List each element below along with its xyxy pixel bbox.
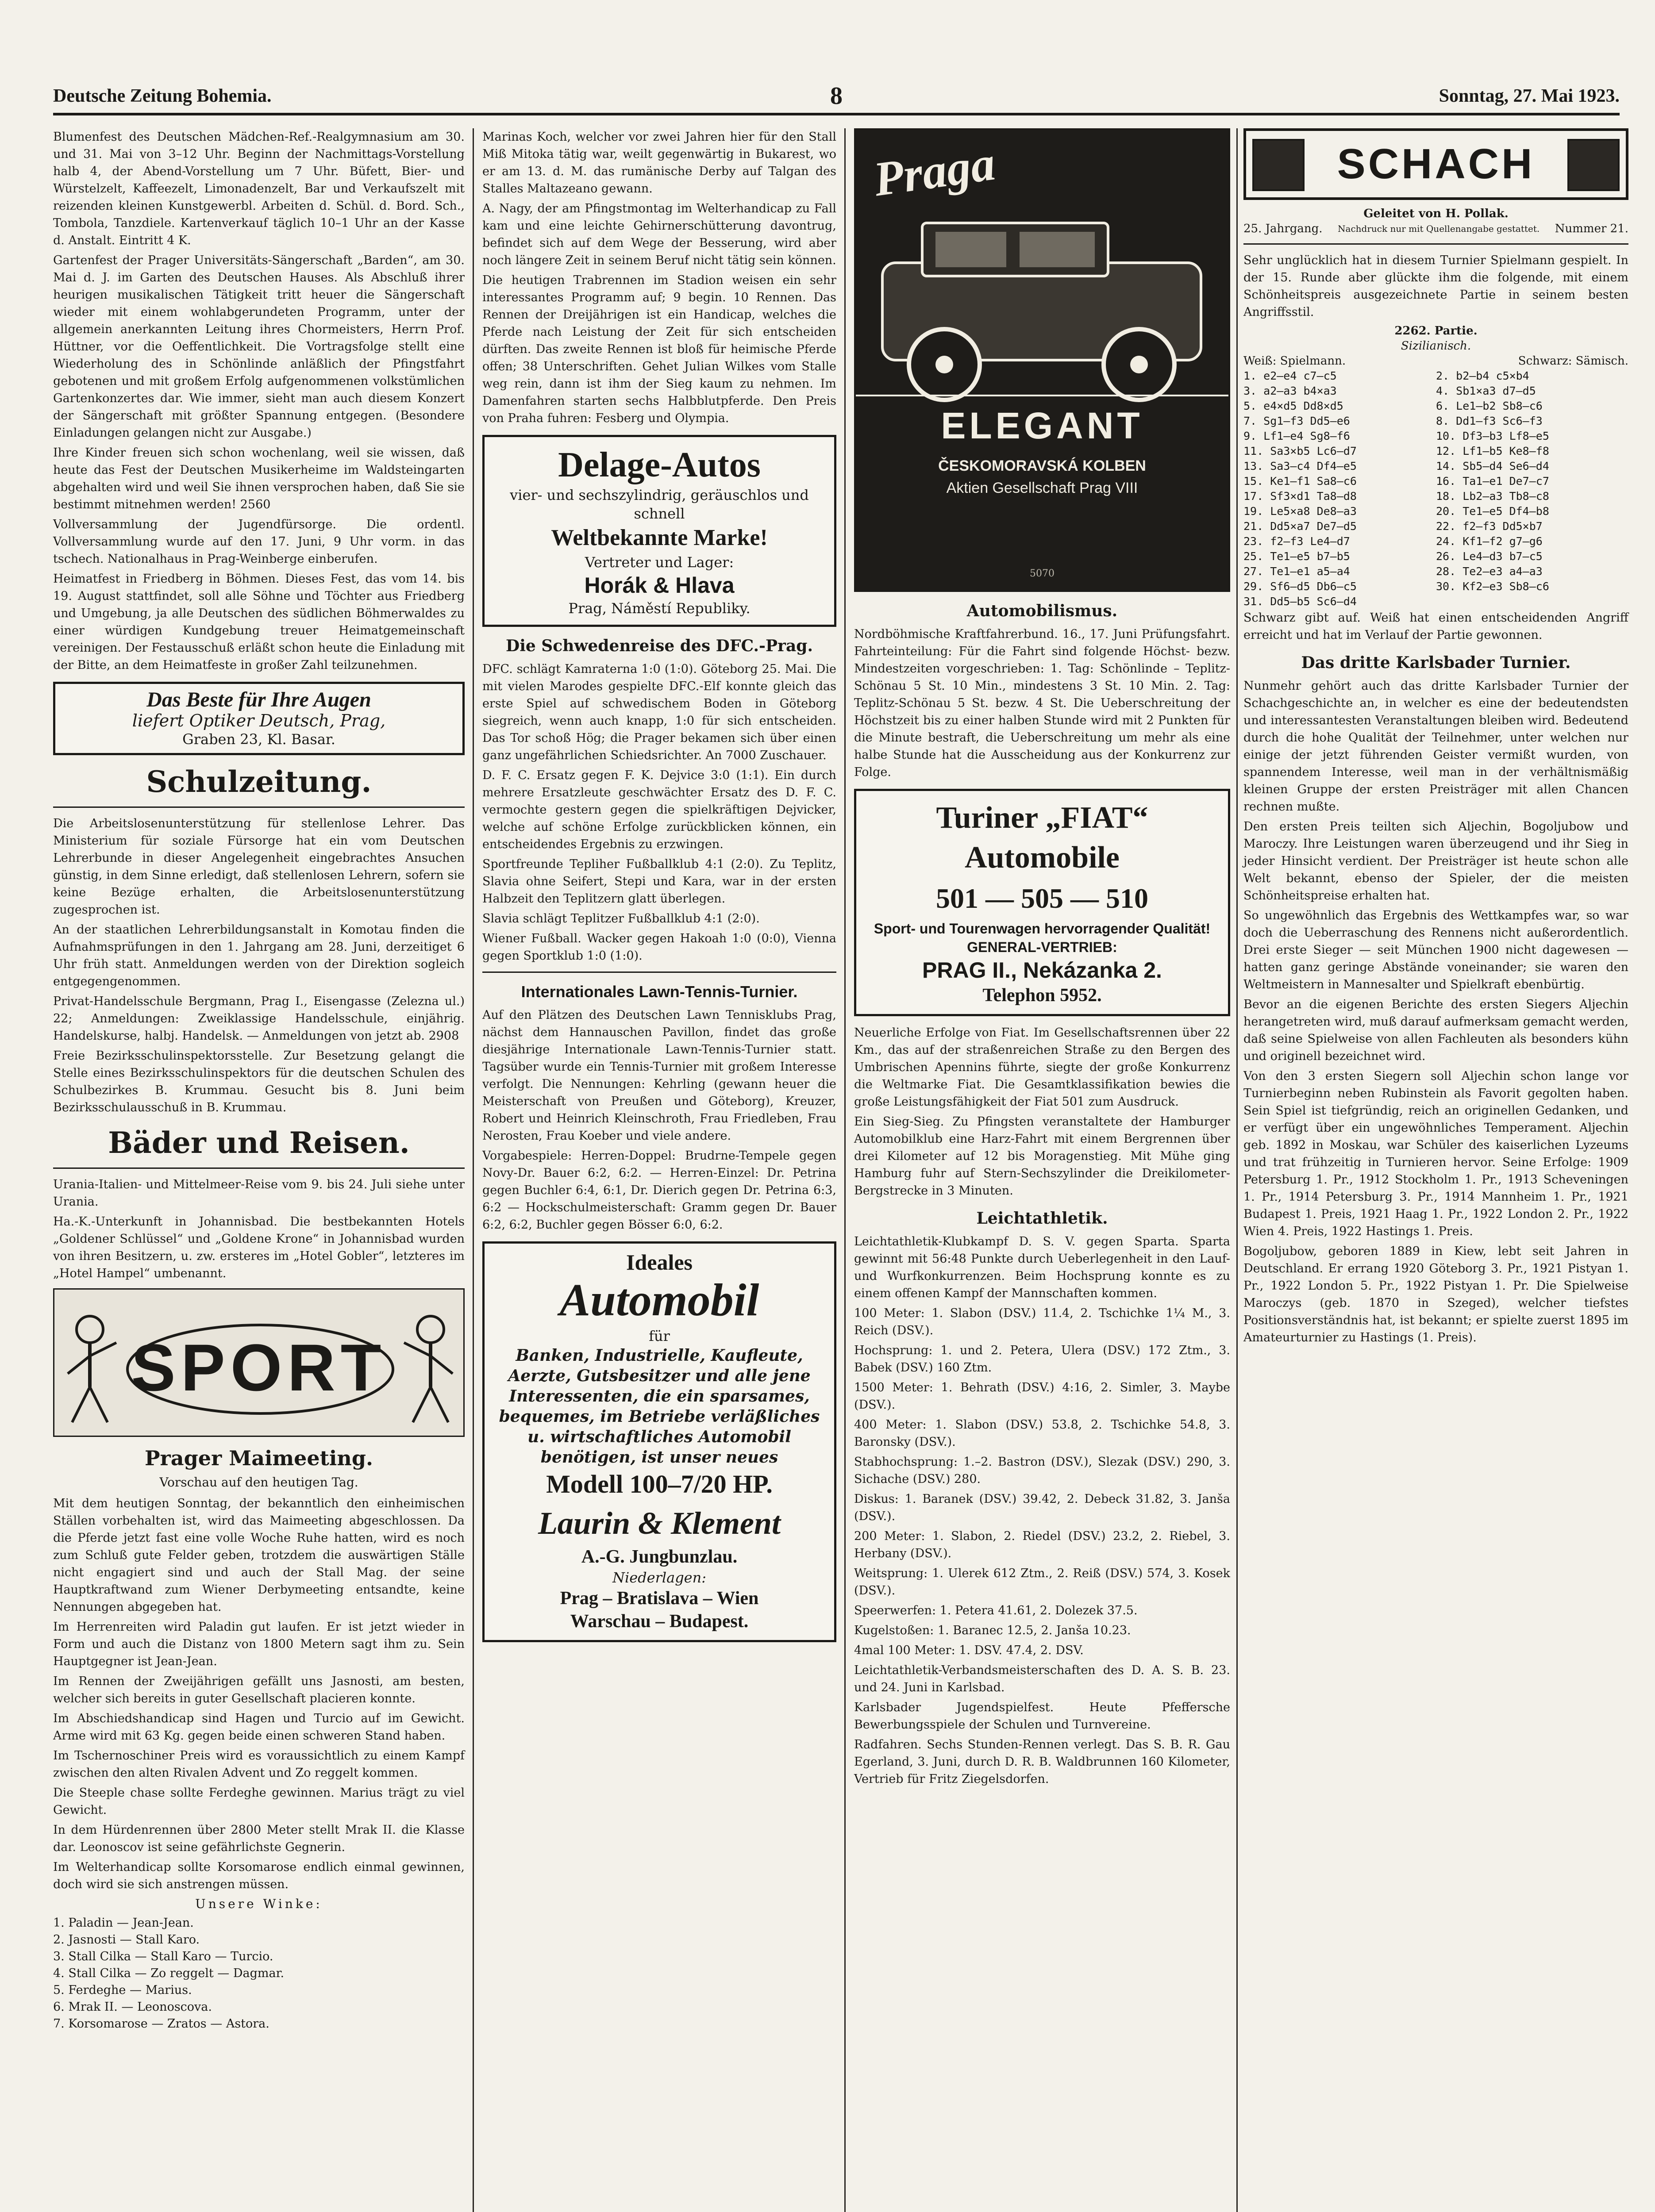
- divider: [482, 972, 836, 973]
- ad-optiker: [53, 682, 465, 755]
- article-schweden-4: Slavia schlägt Teplitzer Fußballklub 4:1 (2:0).: [482, 912, 760, 926]
- sport-word: SPORT: [131, 1330, 387, 1405]
- praga-company: ČESKOMORAVSKÁ KOLBEN: [938, 457, 1146, 474]
- ad-optiker-line2: liefert Optiker Deutsch, Prag,: [132, 711, 386, 730]
- chess-move: 30. Kf2—e3 Sb8—c6: [1436, 580, 1549, 593]
- chess-move: 5. e4×d5 Dd8×d5: [1243, 399, 1343, 412]
- chess-move: 18. Lb2—a3 Tb8—c8: [1436, 490, 1549, 503]
- article-karlsbad-4: Bevor an die eigenen Berichte des ersten Siegers Aljechin herangetreten wird, muß darauf aufmerksam gemacht werden, daß seine Spielweise von allen Fachleuten als besonders kühn und originell bezeichnet wird.: [1243, 998, 1628, 1063]
- chess-move: 7. Sg1—f3 Dd5—e6: [1243, 415, 1350, 427]
- column-1: [53, 128, 465, 2032]
- article-mai-2: Im Herrenreiten wird Paladin gut laufen. Er ist jetzt wieder in Form und auch die Distanz von 1800 Metern sagt ihm zu. Sein Hauptgegner ist Jean-Jean.: [53, 1620, 465, 1668]
- article-karlsbad-2: Den ersten Preis teilten sich Aljechin, Bogoljubow und Maroczy. Ihre Leistungen waren überzeugend und ihr Sieg in jeder Hinsicht verdient. Der Preisträger ist heute schon alle Welt bekannt, ebenso der Spieler, der die meisten Schönheitspreise erhalten hat.: [1243, 820, 1628, 902]
- ad-ideales-line1: Ideales: [626, 1250, 693, 1275]
- schach-title: SCHACH: [1337, 140, 1535, 188]
- article-schweden-3: Sportfreunde Tepliher Fußballklub 4:1 (2:0). Zu Teplitz, Slavia ohne Seifert, Stepi und Kara, war in der ersten Halbzeit den Teplitzern glatt überlegen.: [482, 857, 836, 906]
- tips-list: [53, 1915, 465, 2032]
- list-item: 6. Mrak II. — Leonoscova.: [53, 2000, 212, 2014]
- ad-ideales-line3: für: [649, 1328, 670, 1344]
- ad-delage-line2: Weltbekannte Marke!: [551, 525, 768, 550]
- divider: [53, 806, 465, 808]
- article-leicht-2: 100 Meter: 1. Slabon (DSV.) 11.4, 2. Tschichke 1¼ M., 3. Reich (DSV.).: [854, 1306, 1230, 1337]
- column-divider: [1236, 128, 1238, 2212]
- chess-move: 4. Sb1×a3 d7—d5: [1436, 384, 1536, 397]
- maimeeting-subtitle: Vorschau auf den heutigen Tag.: [159, 1475, 358, 1490]
- chess-move: 17. Sf3×d1 Ta8—d8: [1243, 490, 1357, 503]
- chess-move: 2. b2—b4 c5×b4: [1436, 369, 1529, 382]
- ad-delage-line4: Horák & Hlava: [584, 573, 735, 598]
- ad-delage-line3: Vertreter und Lager:: [585, 554, 734, 571]
- tips-title: Unsere Winke:: [195, 1897, 323, 1911]
- article-karlsbad-3: So ungewöhnlich das Ergebnis des Wettkampfes war, so war doch die Ueberraschung des Rennens nicht außerordentlich. Drei erste Sieger — seit München 1900 nicht dagewesen — hatten ganz geringe Abstände voneinander; sie waren den Weltmeistern in Mannesalter und Spielkraft ebenbürtig.: [1243, 909, 1628, 991]
- article-trabrennen: Die heutigen Trabrennen im Stadion weisen ein sehr interessantes Programm auf; 9 begin. 10 Rennen. Das Rennen der Dreijährigen ist ein Handicap, welches die Pferde nach Leistung der Zeit für sich entscheiden dürften. Das zweite Rennen ist bloß für heimische Pferde offen; 38 Unterschriften. Gehet Julian Wilkes vom Stalle weg rein, dann ist ihm der Sieg kaum zu nehmen. Im Damenfahren starten sechs Halbblutpferde. Den Preis von Praha fuhren: Fesberg und Olympia.: [482, 273, 836, 425]
- chess-move: 13. Sa3—c4 Df4—e5: [1243, 460, 1357, 472]
- article-tennis-1: Auf den Plätzen des Deutschen Lawn Tennisklubs Prag, nächst dem Hannauschen Pavillon, findet das große diesjährige Internationale Lawn-Tennis-Turnier statt. Tagsüber wurde ein Tennis-Turnier mit großem Interesse verfolgt. Die Nennungen: Kehrling (gewann heuer die Meisterschaft von Preußen und Göteborg), Kreuzer, Robert und Heinrich Kleinschroth, Frau Friedleben, Frau Nerosten, Frau Koeber und viele andere.: [482, 1008, 836, 1143]
- chess-move: 12. Lf1—b5 Ke8—f8: [1436, 445, 1549, 457]
- article-leicht-3: Hochsprung: 1. und 2. Petera, Ulera (DSV.) 172 Ztm., 3. Babek (DSV.) 160 Ztm.: [854, 1344, 1230, 1375]
- article-leicht-13: Leichtathletik-Verbandsmeisterschaften des D. A. S. B. 23. und 24. Juni in Karlsbad.: [854, 1663, 1230, 1694]
- schach-moves: [1243, 369, 1628, 609]
- list-item: 7. Korsomarose — Zratos — Astora.: [53, 2017, 269, 2031]
- article-mai-4: Im Abschiedshandicap sind Hagen und Turcio auf im Gewicht. Arme wird mit 63 Kg. gegen beide einen schweren Stand haben.: [53, 1712, 465, 1743]
- praga-company-line2: Aktien Gesellschaft Prag VIII: [946, 480, 1138, 496]
- article-mai-8: Im Welterhandicap sollte Korsomarose endlich einmal gewinnen, doch wird sie sich anstrengen müssen.: [53, 1860, 465, 1891]
- list-item: 5. Ferdeghe — Marius.: [53, 1983, 192, 1997]
- sport-illustration: [53, 1288, 465, 1437]
- article-nagy: A. Nagy, der am Pfingstmontag im Welterhandicap zu Fall kam und eine leichte Gehirnerschütterung davontrug, befindet sich auf dem Wege der Besserung, wird aber noch längere Zeit in seinem Beruf nicht tätig sein können.: [482, 202, 836, 267]
- chess-move: 22. f2—f3 Dd5×b7: [1436, 520, 1543, 533]
- chess-move: 19. Le5×a8 De8—a3: [1243, 505, 1357, 518]
- chess-move: 8. Dd1—f3 Sc6—f3: [1436, 415, 1543, 427]
- chess-move: 9. Lf1—e4 Sg8—f6: [1243, 430, 1350, 442]
- chess-move: 15. Ke1—f1 Sa8—c6: [1243, 475, 1357, 488]
- ad-delage-line5: Prag, Náměstí Republiky.: [568, 600, 751, 617]
- article-leicht-5: 400 Meter: 1. Slabon (DSV.) 53.8, 2. Tschichke 54.8, 3. Baronsky (DSV.).: [854, 1418, 1230, 1449]
- article-mai-1: Mit dem heutigen Sonntag, der bekanntlich den einheimischen Ställen vorbehalten ist, wird das Maimeeting abgeschlossen. Da die Pferde jetzt fast eine volle Woche Ruhe hatten, wird es noch zum Schluß gute Felder geben, trotzdem die auswärtigen Ställe nicht engagiert sind und auch der Stall Mag. der seine Hauptkraftwand zum Wiener Derbymeeting entsandte, keine Nennungen abgegeben hat.: [53, 1497, 465, 1614]
- ad-fiat-address: PRAG II., Nekázanka 2.: [922, 958, 1162, 983]
- ad-ideales-cities1: Prag – Bratislava – Wien: [560, 1588, 759, 1609]
- section-title-schulzeitung: Schulzeitung.: [146, 764, 372, 799]
- ad-ideales-line4: Banken, Industrielle, Kaufleute, Aerzte, Gutsbesitzer und alle jene Interessenten, die ein sparsames, bequemes, im Betriebe verläßliches u. wirtschaftliches Automobil benötigen, ist unser neues: [499, 1346, 820, 1467]
- article-fiat-1: Neuerliche Erfolge von Fiat. Im Gesellschaftsrennen über 22 Km., das auf der straßenreichen Straße zu den Bergen des Umbrischen Apennins führte, siegte der große Konkurrenz die Weltmarke Fiat. Die Gesamtklassifikation bewies die große Leistungsfähigkeit der Fiat 501 zum Ausdruck.: [854, 1026, 1230, 1109]
- article-heimatfest: Heimatfest in Friedberg in Böhmen. Dieses Fest, das vom 14. bis 19. August stattfindet, soll alle Söhne und Töchter aus Friedberg und Umgebung, ja alle Deutschen des südlichen Böhmerwaldes zu einer würdigen Kundgebung treuer Heimatgemeinschaft vereinigen. Der Festausschuß erläßt schon heute die Einladung mit der Bitte, an dem Heimatfeste in großer Zahl teilzunehmen.: [53, 572, 465, 672]
- chess-move: 20. Te1—e5 Df4—b8: [1436, 505, 1549, 518]
- article-leicht-11: Kugelstoßen: 1. Baranec 12.5, 2. Janša 10.23.: [854, 1624, 1131, 1637]
- chess-move: 29. Sf6—d5 Db6—c5: [1243, 580, 1357, 593]
- masthead-paper-name: Deutsche Zeitung Bohemia.: [53, 86, 272, 106]
- article-koch: Marinas Koch, welcher vor zwei Jahren hier für den Stall Miß Mitoka tätig war, weilt gegenwärtig in Bukarest, wo er am 13. d. M. das rumänische Derby auf Talgan des Stalles Maltazeano gewann.: [482, 130, 836, 196]
- schach-white: Weiß: Spielmann.: [1243, 354, 1346, 368]
- column-divider: [473, 128, 474, 2212]
- ad-ideales-niederlagen: Niederlagen:: [612, 1569, 706, 1586]
- article-blumenfest: Blumenfest des Deutschen Mädchen-Ref.-Realgymnasium am 30. und 31. Mai von 3–12 Uhr. Beginn der Nachmittags-Vorstellung halb 4, der Abend-Vorstellung um 7 Uhr. Büfett, Bier- und Würstelzelt, Kaffeezelt, Limonadenzelt, Bar und Verkaufszelt mit reizenden kleinen Kunstgewerbl. Arbeiten d. Schül. d. Bord. Sch., Tombola, Tanzdiele. Kartenverkauf täglich 10–1 Uhr an der Kasse d. Anstalt. Eintritt 4 K.: [53, 130, 465, 247]
- chess-move: 16. Ta1—e1 De7—c7: [1436, 475, 1549, 488]
- schach-note: Nachdruck nur mit Quellenangabe gestattet.: [1338, 223, 1540, 234]
- ad-fiat-line2: GENERAL-VERTRIEB:: [967, 939, 1117, 955]
- ad-fiat-models: 501 — 505 — 510: [936, 883, 1148, 914]
- article-leicht-12: 4mal 100 Meter: 1. DSV. 47.4, 2. DSV.: [854, 1644, 1084, 1657]
- article-baeder-2: Ha.-K.-Unterkunft in Johannisbad. Die bestbekannten Hotels „Goldener Schlüssel“ und „Goldene Krone“ in Johannisbad wurden von ihren Besitzern, u. zw. ersteres im „Hotel Gobler“, letzteres im „Hotel Hampel“ umbenannt.: [53, 1215, 465, 1280]
- chess-knight-icon: [1567, 139, 1620, 191]
- schach-black: Schwarz: Sämisch.: [1518, 354, 1628, 368]
- article-leicht-10: Speerwerfen: 1. Petera 41.61, 2. Dolezek 37.5.: [854, 1604, 1138, 1617]
- ad-fiat-line1: Sport- und Tourenwagen hervorragender Qualität!: [874, 921, 1211, 937]
- article-automobil-1: Nordböhmische Kraftfahrerbund. 16., 17. Juni Prüfungsfahrt. Fahrteinteilung: Für die Fahrt sind folgende Höchst- bezw. Mindestzeiten vorgeschrieben: 1. Tag: Schönlinde – Teplitz-Schönau 5 St. 10 Min., mindestens 3 St. 10 Min. 2. Tag: Teplitz-Schönau 5 St. bezw. 4 St. Die Ueberschreitung der Höchstzeit bis zu einer halben Stunde wird mit 2 Punkten für die Minute bestraft, die Ueberschreitung um mehr als eine halbe Stunde hat die Ausscheidung aus der Konkurrenz zur Folge.: [854, 627, 1230, 779]
- column-divider: [844, 128, 846, 2212]
- article-tennis-2: Vorgabespiele: Herren-Doppel: Brudrne-Tempele gegen Novy-Dr. Bauer 6:2, 6:2. — Herren-Einzel: Dr. Petrina gegen Buchler 6:4, 6:1, Dr. Dierich gegen Dr. Petrina 6:3, 6:2 — Hockschulmeisterschaft: Gramm gegen Dr. Bauer 6:2, 6:2, Buchler gegen Bösser 6:0, 6:2.: [482, 1149, 836, 1232]
- ad-fiat-title: Turiner „FIAT“ Automobile: [936, 801, 1148, 875]
- article-karlsbad-1: Nunmehr gehört auch das dritte Karlsbader Turnier der Schachgeschichte an, in welcher es eine der bedeutendsten und interessantesten Veranstaltungen bleiben wird. Bedeutend durch die hohe Qualität der Teilnehmer, unter welchen nur einige der jetzt führenden Geister vermißt wurden, von spannendem Interesse, weil man in der verhältnismäßig kleinen Gruppe der ersten Preisträger mit allen Chancen rechnen mußte.: [1243, 679, 1628, 814]
- schach-number: Nummer 21.: [1555, 222, 1628, 235]
- article-leicht-14: Karlsbader Jugendspielfest. Heute Pfeffersche Bewerbungsspiele der Schulen und Turnvereine.: [854, 1701, 1230, 1732]
- chess-move: 26. Le4—d3 b7—c5: [1436, 550, 1543, 563]
- article-mai-5: Im Tschernoschiner Preis wird es voraussichtlich zu einem Kampf zwischen den alten Rivalen Advent und Zo reggelt kommen.: [53, 1749, 465, 1780]
- ad-optiker-line3: Graben 23, Kl. Basar.: [182, 731, 335, 748]
- article-schule-3: Privat-Handelsschule Bergmann, Prag I., Eisengasse (Zeleznа ul.) 22; Anmeldungen: Zweiklassige Handelsschule, einjährig. Handelskurse, halbj. Handelsk. — Anmeldungen von jetzt ab. 2908: [53, 995, 465, 1043]
- schach-opening: Sizilianisch.: [1401, 339, 1471, 353]
- chess-move: 25. Te1—e5 b7—b5: [1243, 550, 1350, 563]
- masthead: [53, 82, 1620, 115]
- masthead-date: Sonntag, 27. Mai 1923.: [1439, 86, 1620, 106]
- schach-outro: Schwarz gibt auf. Weiß hat einen entscheidenden Angriff erreicht und hat im Verlauf der Partie gewonnen.: [1243, 611, 1628, 642]
- article-schweden-5: Wiener Fußball. Wacker gegen Hakoah 1:0 (0:0), Vienna gegen Sportklub 1:0 (1:0).: [482, 932, 836, 963]
- schach-year: 25. Jahrgang.: [1243, 222, 1323, 235]
- list-item: 3. Stall Cilka — Stall Karo — Turcio.: [53, 1950, 273, 1963]
- ad-fiat: [854, 789, 1230, 1016]
- chess-move: 10. Df3—b3 Lf8—e5: [1436, 430, 1549, 442]
- page-number: 8: [830, 82, 843, 110]
- article-kinder: Ihre Kinder freuen sich schon wochenlang, weil sie wissen, daß heute das Fest der Deutschen Musikerheime im Waldsteingarten abgehalten wird und weil Sie ihnen versprochen haben, daß Sie sie bestimmt mitnehmen werden! 2560: [53, 446, 465, 511]
- article-schule-4: Freie Bezirksschulinspektorsstelle. Zur Besetzung gelangt die Stelle eines Bezirksschulinspektors für die deutschen Schulen des Schulbezirkes B. Krummau. Gesucht bis 8. Juni beim Bezirksschulausschuß in B. Krummau.: [53, 1049, 465, 1114]
- article-mai-7: In dem Hürdenrennen über 2800 Meter stellt Mrak II. die Klasse dar. Leonoscov ist seine gefährlichste Gegnerin.: [53, 1823, 465, 1854]
- section-title-tennis: Internationales Lawn-Tennis-Turnier.: [521, 983, 798, 1001]
- schach-editor: Geleitet von H. Pollak.: [1363, 207, 1509, 220]
- chess-move: 27. Te1—e1 a5—a4: [1243, 565, 1350, 578]
- section-title-schweden: Die Schwedenreise des DFC.-Prag.: [505, 637, 813, 655]
- schach-players: [1243, 353, 1628, 369]
- article-baeder-1: Urania-Italien- und Mittelmeer-Reise vom 9. bis 24. Juli siehe unter Urania.: [53, 1178, 465, 1209]
- article-leicht-4: 1500 Meter: 1. Behrath (DSV.) 4:16, 2. Simler, 3. Maybe (DSV.).: [854, 1381, 1230, 1412]
- article-leicht-7: Diskus: 1. Baranek (DSV.) 39.42, 2. Debeck 31.82, 3. Janša (DSV.).: [854, 1492, 1230, 1523]
- section-title-automobil: Automobilismus.: [966, 602, 1118, 620]
- article-schule-1: Die Arbeitslosenunterstützung für stellenlose Lehrer. Das Ministerium für soziale Fürsorge hat ein vom Deutschen Lehrerbunde in dieser Angelegenheit eingebrachtes Ansuchen günstig, in dem Sinne erledigt, daß stellenlosen Lehrern, sofern sie keine Bezüge erhalten, die Arbeitslosenunterstützung zugesprochen ist.: [53, 817, 465, 917]
- article-mai-3: Im Rennen der Zweijährigen gefällt uns Jasnosti, am besten, welcher sich bereits in guter Gesellschaft placieren konnte.: [53, 1674, 465, 1705]
- column-2: [482, 128, 836, 1650]
- ad-ideales-automobil: [482, 1241, 836, 1642]
- ad-praga: [854, 128, 1230, 592]
- article-schweden-1: DFC. schlägt Kamraterna 1:0 (1:0). Göteborg 25. Mai. Die mit vielen Marodes gespielte DFC.-Elf konnte gleich das erste Spiel auf schwedischem Boden in Göteborg siegreich, wenn auch knapp, 1:0 für sich entscheiden. Das Tor schoß Hög; die Prager bekamen sich über einen ganz ungefährlichen Schiedsrichter. An 7000 Zuschauer.: [482, 662, 836, 762]
- article-mai-6: Die Steeple chase sollte Ferdeghe gewinnen. Marius trägt zu viel Gewicht.: [53, 1786, 465, 1817]
- ad-delage-title: Delage-Autos: [558, 445, 761, 484]
- list-item: 4. Stall Cilka — Zo reggelt — Dagmar.: [53, 1966, 285, 1980]
- ad-delage: [482, 435, 836, 627]
- chess-move: 11. Sa3×b5 Lc6—d7: [1243, 445, 1357, 457]
- ad-ideales-line2: Automobil: [559, 1275, 759, 1325]
- ad-optiker-line1: Das Beste für Ihre Augen: [146, 688, 371, 711]
- divider: [1243, 243, 1628, 245]
- divider: [53, 1167, 465, 1169]
- chess-move: 28. Te2—e3 a4—a3: [1436, 565, 1543, 578]
- chess-move: 3. a2—a3 b4×a3: [1243, 384, 1337, 397]
- schach-header: [1243, 128, 1628, 200]
- chess-move: 14. Sb5—d4 Se6—d4: [1436, 460, 1549, 472]
- article-leicht-1: Leichtathletik-Klubkampf D. S. V. gegen Sparta. Sparta gewinnt mit 56:48 Punkte durch Ueberlegenheit in den Lauf- und Wurfkonkurrenzen. Beim Hochsprung konnte es zu einem offenen Kampf der Mannschaften kommen.: [854, 1235, 1230, 1300]
- chess-move: 21. Dd5×a7 De7—d5: [1243, 520, 1357, 533]
- ad-ideales-brand: Laurin & Klement: [538, 1505, 781, 1541]
- section-title-leichtathletik: Leichtathletik.: [976, 1209, 1108, 1228]
- chess-move: 31. Dd5—b5 Sc6—d4: [1243, 595, 1357, 608]
- column-4: [1243, 128, 1628, 1349]
- ad-ideales-cities2: Warschau – Budapest.: [570, 1611, 749, 1632]
- schach-intro: Sehr unglücklich hat in diesem Turnier Spielmann gespielt. In der 15. Runde aber glückte ihm die folgende, mit einem Schönheitspreis ausgezeichnete Partie in seinem besten Angriffsstil.: [1243, 253, 1628, 319]
- article-leicht-15: Radfahren. Sechs Stunden-Rennen verlegt. Das S. B. R. Gau Egerland, 3. Juni, durch D. R. B. Waldbrunnen 160 Kilometer, Vertrieb für Fritz Ziegelsdorfen.: [854, 1738, 1230, 1786]
- ad-delage-line1: vier- und sechszylindrig, geräuschlos und schnell: [510, 487, 809, 522]
- section-title-maimeeting: Prager Maimeeting.: [144, 1446, 373, 1470]
- ad-ideales-model: Modell 100–7/20 HP.: [546, 1470, 773, 1498]
- article-schule-2: An der staatlichen Lehrerbildungsanstalt in Komotau finden die Aufnahmsprüfungen in den 1. Jahrgang am 28. Juni, derzeitiget 6 Uhr früh statt. Anmeldungen werden von der Direktion sogleich entgegengenommen.: [53, 923, 465, 988]
- ad-fiat-phone: Telephon 5952.: [982, 985, 1102, 1006]
- chess-move: 6. Le1—b2 Sb8—c6: [1436, 399, 1543, 412]
- chess-move: 23. f2—f3 Le4—d7: [1243, 535, 1350, 548]
- article-vollversammlung: Vollversammlung der Jugendfürsorge. Die ordentl. Vollversammlung wurde auf den 17. Juni, 9 Uhr vorm. in das tschech. Nationalhaus in Prag-Weinberge einberufen.: [53, 518, 465, 566]
- list-item: 1. Paladin — Jean-Jean.: [53, 1916, 194, 1930]
- article-karlsbad-6: Bogoljubow, geboren 1889 in Kiew, lebt seit Jahren in Deutschland. Er errang 1920 Göteborg 3. Pr., 1921 Pistyan 1. Pr., 1922 London 5. Pr., 1922 Pistyan 1. Pr. Die Spielweise Maroczys (geb. 1870 in Szeged), welcher tiefstes Positionsverständnis hat, ist bekannt; er spielte zuerst 1895 im Amateurturnier zu Hastings (1. Preis).: [1243, 1244, 1628, 1344]
- article-karlsbad-5: Von den 3 ersten Siegern soll Aljechin schon lange vor Turnierbeginn neben Rubinstein als Favorit gegolten haben. Sein Spiel ist tiefgründig, reich an originellen Gedanken, und er verfügt über ein ungewöhnliches Temperament. Aljechin geb. 1892 in Moskau, war Schüler des kaiserlichen Lyzeums und trat frühzeitig in Turnieren hervor. Seine Erfolge: 1909 Petersburg 1. Pr., 1912 Stockholm 1. Pr., 1913 Scheveningen 1. Pr., 1914 Petersburg 3. Pr., 1914 Mannheim 1. Pr., 1921 Budapest 1. Preis, 1921 Haag 1. Pr., 1922 London 2. Pr., 1922 Wien 4. Preis, 1922 Hastings 1. Preis.: [1243, 1069, 1628, 1238]
- schach-meta-row: [1243, 221, 1628, 236]
- praga-title: ELEGANT: [941, 405, 1143, 446]
- ad-ideales-ag: A.-G. Jungbunzlau.: [581, 1547, 738, 1567]
- schach-game-no: 2262. Partie.: [1394, 324, 1478, 338]
- section-title-baeder: Bäder und Reisen.: [108, 1125, 410, 1160]
- praga-logo: Praga: [870, 136, 999, 207]
- chess-move: 1. e2—e4 c7—c5: [1243, 369, 1337, 382]
- column-3: [854, 128, 1230, 1790]
- section-title-karlsbad: Das dritte Karlsbader Turnier.: [1301, 653, 1571, 672]
- article-leicht-6: Stabhochsprung: 1.–2. Bastron (DSV.), Slezak (DSV.) 290, 3. Sichache (DSV.) 280.: [854, 1455, 1230, 1486]
- article-schweden-2: D. F. C. Ersatz gegen F. K. Dejvice 3:0 (1:1). Ein durch mehrere Ersatzleute geschwächter Ersatz des D. F. C. vermochte gestern gegen die spielkräftigen Dejvicker, welche auf schöne Erfolge zurückblicken können, ein entscheidendes Ergebnis zu erzwingen.: [482, 768, 836, 851]
- article-leicht-8: 200 Meter: 1. Slabon, 2. Riedel (DSV.) 23.2, 2. Riebel, 3. Herbany (DSV.).: [854, 1529, 1230, 1560]
- article-fiat-2: Ein Sieg-Sieg. Zu Pfingsten veranstaltete der Hamburger Automobilklub eine Harz-Fahrt mit einem Bergrennen über drei Kilometer auf 12 bis Moragenstieg. Mit Mühe ging Hamburg fuhr auf Stern-Sechszylinder die Dreikilometer-Bergstrecke in 3 Minuten.: [854, 1115, 1230, 1198]
- praga-number: 5070: [1030, 568, 1055, 579]
- chess-move: 24. Kf1—f2 g7—g6: [1436, 535, 1543, 548]
- article-leicht-9: Weitsprung: 1. Ulerek 612 Ztm., 2. Reiß (DSV.) 574, 3. Kosek (DSV.).: [854, 1567, 1230, 1598]
- list-item: 2. Jasnosti — Stall Karo.: [53, 1933, 200, 1947]
- article-gartenfest: Gartenfest der Prager Universitäts-Sängerschaft „Barden“, am 30. Mai d. J. im Garten des Deutschen Hauses. Als Abschluß ihrer heurigen musikalischen Tätigkeit tritt heuer die Sängerschaft wieder mit einem wohlabgerundeten Programm, unter der allgemein anerkannten Leitung ihres Chormeisters, Herrn Prof. Hüttner, vor die Oeffentlichkeit. Die Vortragsfolge stellt eine Wiederholung des in Schönlinde anläßlich der Pfingstfahrt gebotenen und mit großem Erfolg aufgenommenen volkstümlichen Gartenkonzertes dar. Wie immer, sieht man auch diesem Konzert der Sängerschaft mit größter Spannung entgegen. (Besondere Einladungen gelangen nicht zur Ausgabe.): [53, 253, 465, 440]
